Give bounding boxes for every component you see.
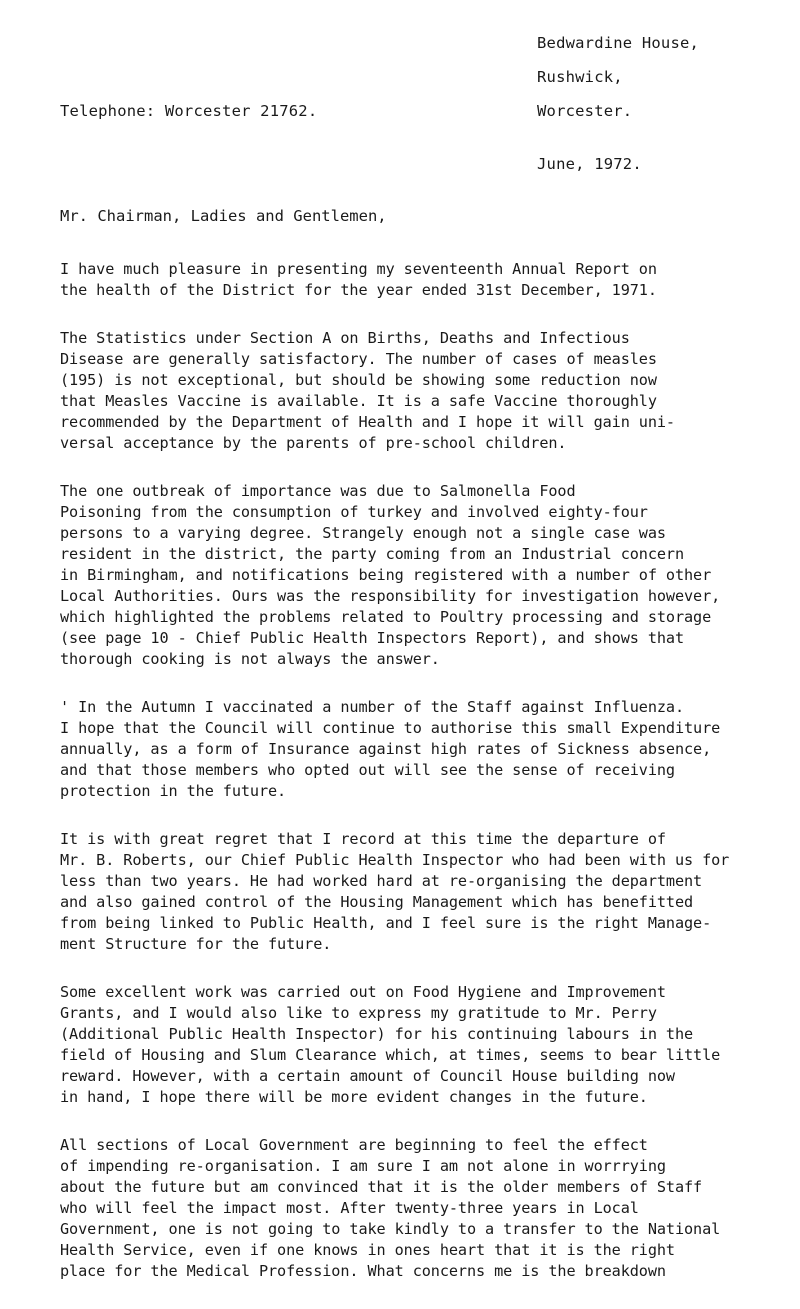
address-line-1: Bedwardine House,: [537, 34, 700, 52]
text-line: It is with great regret that I record at this time the departure of: [60, 830, 666, 848]
paragraph: [60, 697, 790, 802]
text-line: and that those members who opted out will see the sense of receiving: [60, 761, 675, 779]
text-line: field of Housing and Slum Clearance which, at times, seems to bear little: [60, 1046, 721, 1064]
text-line: recommended by the Department of Health and I hope it will gain uni-: [60, 413, 675, 431]
text-line: about the future but am convinced that it is the older members of Staff: [60, 1178, 703, 1196]
paragraph: [60, 829, 790, 955]
text-line: in Birmingham, and notifications being registered with a number of other: [60, 566, 712, 584]
paragraph: [60, 481, 790, 670]
salutation: Mr. Chairman, Ladies and Gentlemen,: [60, 207, 387, 225]
letter-body: [60, 259, 790, 1309]
text-line: The one outbreak of importance was due to Salmonella Food: [60, 482, 576, 500]
text-line: I hope that the Council will continue to authorise this small Expenditure: [60, 719, 721, 737]
paragraph: [60, 982, 790, 1108]
text-line: annually, as a form of Insurance against high rates of Sickness absence,: [60, 740, 712, 758]
text-line: which highlighted the problems related to Poultry processing and storage: [60, 608, 712, 626]
text-line: persons to a varying degree. Strangely enough not a single case was: [60, 524, 666, 542]
paragraph: [60, 328, 790, 454]
text-line: Some excellent work was carried out on Food Hygiene and Improvement: [60, 983, 666, 1001]
text-line: Health Service, even if one knows in ones heart that it is the right: [60, 1241, 675, 1259]
text-line: and also gained control of the Housing Management which has benefitted: [60, 893, 694, 911]
text-line: (195) is not exceptional, but should be showing some reduction now: [60, 371, 657, 389]
letter-date: June, 1972.: [537, 155, 642, 173]
paragraph: [60, 1135, 790, 1282]
text-line: the health of the District for the year ended 31st December, 1971.: [60, 281, 657, 299]
text-line: ment Structure for the future.: [60, 935, 332, 953]
text-line: place for the Medical Profession. What concerns me is the breakdown: [60, 1262, 666, 1280]
paragraph: [60, 259, 790, 301]
text-line: of impending re-organisation. I am sure I am not alone in worrrying: [60, 1157, 666, 1175]
text-line: protection in the future.: [60, 782, 287, 800]
text-line: Grants, and I would also like to express my gratitude to Mr. Perry: [60, 1004, 657, 1022]
text-line: reward. However, with a certain amount of Council House building now: [60, 1067, 675, 1085]
text-line: from being linked to Public Health, and I feel sure is the right Manage-: [60, 914, 712, 932]
text-line: I have much pleasure in presenting my seventeenth Annual Report on: [60, 260, 657, 278]
text-line: versal acceptance by the parents of pre-school children.: [60, 434, 567, 452]
text-line: ' In the Autumn I vaccinated a number of the Staff against Influenza.: [60, 698, 685, 716]
text-line: Poisoning from the consumption of turkey and involved eighty-four: [60, 503, 648, 521]
address-line-3: Worcester.: [537, 102, 633, 120]
text-line: resident in the district, the party coming from an Industrial concern: [60, 545, 685, 563]
telephone-line: Telephone: Worcester 21762.: [60, 102, 318, 120]
text-line: Disease are generally satisfactory. The number of cases of measles: [60, 350, 657, 368]
text-line: Local Authorities. Ours was the responsibility for investigation however,: [60, 587, 721, 605]
text-line: (see page 10 - Chief Public Health Inspectors Report), and shows that: [60, 629, 685, 647]
text-line: The Statistics under Section A on Births, Deaths and Infectious: [60, 329, 630, 347]
text-line: less than two years. He had worked hard at re-organising the department: [60, 872, 703, 890]
text-line: thorough cooking is not always the answer.: [60, 650, 440, 668]
text-line: who will feel the impact most. After twenty-three years in Local: [60, 1199, 639, 1217]
text-line: All sections of Local Government are beginning to feel the effect: [60, 1136, 648, 1154]
text-line: Government, one is not going to take kindly to a transfer to the National: [60, 1220, 721, 1238]
text-line: (Additional Public Health Inspector) for his continuing labours in the: [60, 1025, 694, 1043]
text-line: in hand, I hope there will be more evident changes in the future.: [60, 1088, 648, 1106]
text-line: Mr. B. Roberts, our Chief Public Health Inspector who had been with us for: [60, 851, 730, 869]
text-line: that Measles Vaccine is available. It is a safe Vaccine thoroughly: [60, 392, 657, 410]
address-line-2: Rushwick,: [537, 68, 623, 86]
